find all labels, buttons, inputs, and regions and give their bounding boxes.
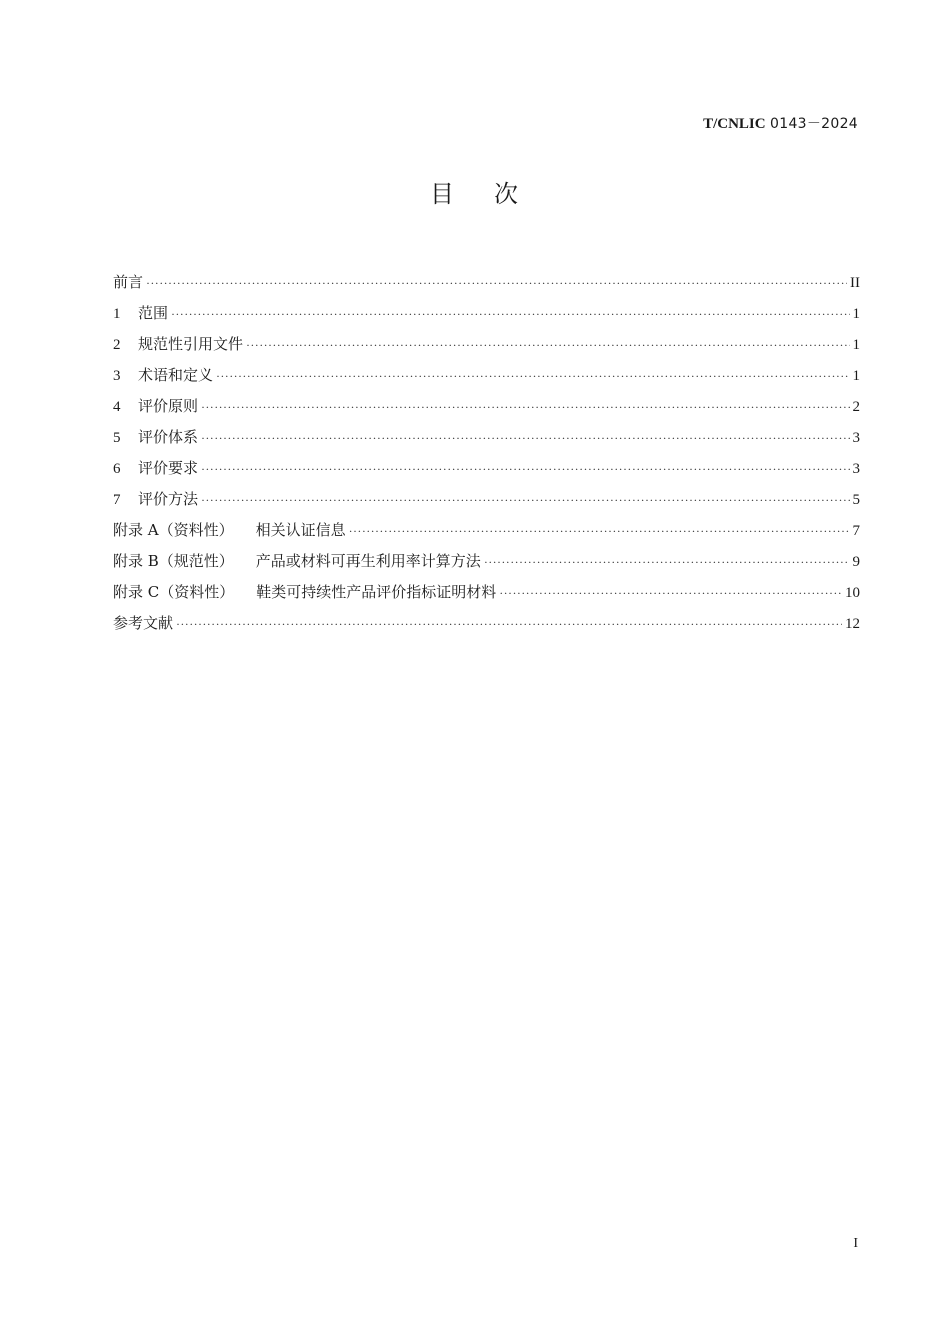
toc-entry-label: 评价原则 — [138, 397, 199, 415]
page-number: I — [853, 1236, 858, 1251]
annex-title: 产品或材料可再生利用率计算方法 — [255, 552, 481, 570]
toc-entry-evaluation-methods[interactable] — [113, 487, 860, 518]
toc-entry-scope[interactable] — [113, 301, 860, 332]
toc-entry-page: 3 — [852, 461, 860, 477]
toc-entry-label: 术语和定义 — [138, 366, 214, 384]
toc-entry-number: 1 — [113, 306, 121, 322]
toc-leader-dots — [349, 519, 850, 543]
toc-leader-dots — [201, 395, 849, 419]
toc-entry-label — [113, 580, 496, 604]
toc-entry-label: 前言 — [113, 273, 144, 291]
toc-entry-page: 7 — [852, 523, 860, 539]
toc-entry-annex-a[interactable] — [113, 518, 860, 549]
toc-entry-number: 6 — [113, 461, 121, 477]
toc-entry-number: 3 — [113, 368, 121, 384]
toc-entry-number: 2 — [113, 337, 121, 353]
table-of-contents — [113, 270, 860, 642]
toc-entry-label — [113, 549, 481, 573]
toc-entry-page: 12 — [845, 616, 860, 632]
toc-leader-dots — [171, 302, 849, 326]
toc-entry-page: 3 — [852, 430, 860, 446]
toc-entry-page: 1 — [852, 306, 860, 322]
toc-entry-annex-b[interactable] — [113, 549, 860, 580]
document-code — [703, 115, 858, 133]
toc-leader-dots — [201, 488, 849, 512]
toc-entry-label — [113, 518, 346, 542]
toc-leader-dots — [246, 333, 849, 357]
toc-entry-label: 参考文献 — [113, 614, 174, 632]
page-title-char-1: 目 — [430, 180, 456, 208]
document-code-prefix: T/CNLIC — [703, 116, 766, 132]
toc-entry-label: 规范性引用文件 — [138, 335, 244, 353]
toc-leader-dots — [176, 612, 842, 636]
toc-entry-terms-definitions[interactable] — [113, 363, 860, 394]
toc-entry-label: 评价体系 — [138, 428, 199, 446]
toc-leader-dots — [201, 457, 849, 481]
toc-entry-page: 1 — [852, 368, 860, 384]
toc-entry-bibliography[interactable] — [113, 611, 860, 642]
page-title — [0, 176, 950, 212]
toc-entry-number: 7 — [113, 492, 121, 508]
toc-entry-page: 1 — [852, 337, 860, 353]
toc-entry-number: 5 — [113, 430, 121, 446]
toc-entry-page: II — [850, 275, 860, 291]
toc-entry-foreword[interactable] — [113, 270, 860, 301]
annex-prefix: 附录 C（资料性） — [113, 583, 235, 601]
toc-entry-annex-c[interactable] — [113, 580, 860, 611]
annex-prefix: 附录 A（资料性） — [113, 521, 234, 539]
toc-entry-label: 范围 — [138, 304, 169, 322]
annex-prefix: 附录 B（规范性） — [113, 552, 234, 570]
toc-entry-page: 10 — [845, 585, 860, 601]
toc-entry-evaluation-principles[interactable] — [113, 394, 860, 425]
document-code-number: 0143－2024 — [770, 116, 858, 132]
toc-leader-dots — [201, 426, 849, 450]
toc-entry-page: 5 — [852, 492, 860, 508]
toc-entry-label: 评价方法 — [138, 490, 199, 508]
annex-title: 相关认证信息 — [255, 521, 346, 539]
toc-leader-dots — [146, 271, 847, 295]
toc-entry-number: 4 — [113, 399, 121, 415]
toc-entry-page: 9 — [852, 554, 860, 570]
toc-entry-label: 评价要求 — [138, 459, 199, 477]
toc-entry-normative-references[interactable] — [113, 332, 860, 363]
page-title-char-2: 次 — [494, 180, 520, 208]
toc-leader-dots — [484, 550, 850, 574]
toc-leader-dots — [216, 364, 849, 388]
toc-entry-evaluation-system[interactable] — [113, 425, 860, 456]
annex-title: 鞋类可持续性产品评价指标证明材料 — [256, 583, 497, 601]
toc-entry-evaluation-requirements[interactable] — [113, 456, 860, 487]
toc-entry-page: 2 — [852, 399, 860, 415]
toc-leader-dots — [499, 581, 842, 605]
